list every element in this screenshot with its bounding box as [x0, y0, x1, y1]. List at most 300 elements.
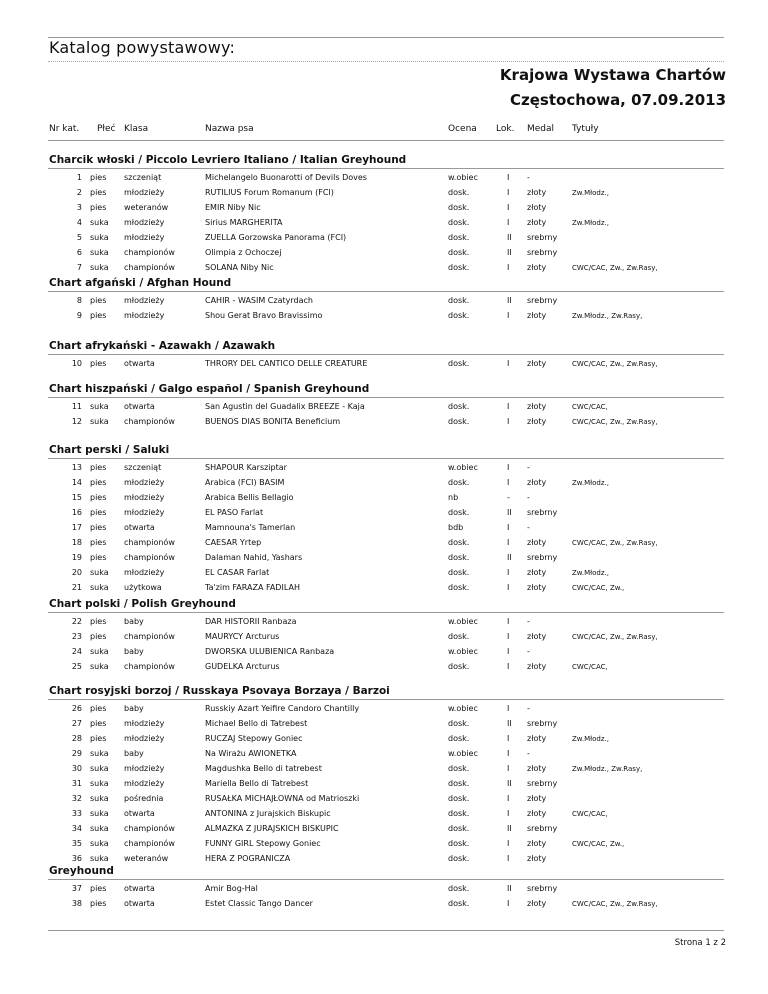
cell-name: DAR HISTORII Ranbaza: [205, 617, 297, 626]
cell-cls: otwarta: [124, 402, 155, 411]
page-number: Strona 1 z 2: [674, 938, 726, 948]
cell-name: Amir Bog-Hal: [205, 884, 258, 893]
cell-name: BUENOS DIAS BONITA Beneficium: [205, 417, 341, 426]
cell-name: Mamnouna's Tamerlan: [205, 523, 296, 532]
section-rule: [48, 458, 724, 459]
cell-cls: championów: [124, 417, 175, 426]
section-rule: [48, 879, 724, 880]
section-title: Chart afgański / Afghan Hound: [49, 277, 232, 289]
cell-titles: Zw.Młodz.,: [572, 219, 609, 227]
cell-sex: pies: [90, 884, 107, 893]
cell-nr: 19: [71, 553, 82, 562]
table-row: [0, 823, 768, 835]
cell-nr: 14: [71, 478, 82, 487]
cell-cls: szczeniąt: [124, 173, 162, 182]
section-title: Chart afrykański - Azawakh / Azawakh: [49, 340, 276, 352]
cell-lok: I: [507, 523, 510, 532]
table-row: [0, 793, 768, 805]
cell-sex: pies: [90, 463, 107, 472]
cell-cls: młodzieży: [124, 508, 165, 517]
cell-grade: dosk.: [448, 839, 470, 848]
table-row: [0, 778, 768, 790]
table-row: [0, 202, 768, 214]
cell-medal: złoty: [527, 263, 547, 272]
cell-sex: suka: [90, 794, 109, 803]
cell-cls: młodzieży: [124, 478, 165, 487]
cell-cls: championów: [124, 839, 175, 848]
col-header-nr: Nr kat.: [49, 124, 80, 134]
cell-medal: złoty: [527, 839, 547, 848]
cell-medal: złoty: [527, 854, 547, 863]
cell-name: ZUELLA Gorzowska Panorama (FCI): [205, 233, 347, 242]
cell-grade: dosk.: [448, 899, 470, 908]
cell-sex: pies: [90, 311, 107, 320]
section-title: Chart polski / Polish Greyhound: [49, 598, 236, 610]
cell-medal: złoty: [527, 734, 547, 743]
section-title: Charcik włoski / Piccolo Levriero Italiano / Italian Greyhound: [49, 154, 407, 166]
cell-name: Arabica Bellis Bellagio: [205, 493, 294, 502]
table-row: [0, 616, 768, 628]
show-name: Krajowa Wystawa Chartów: [499, 66, 726, 84]
table-row: [0, 661, 768, 673]
cell-cls: championów: [124, 538, 175, 547]
cell-medal: -: [527, 647, 530, 656]
table-row: [0, 217, 768, 229]
cell-sex: suka: [90, 839, 109, 848]
cell-grade: dosk.: [448, 583, 470, 592]
cell-nr: 3: [76, 203, 82, 212]
cell-grade: dosk.: [448, 779, 470, 788]
cell-sex: suka: [90, 248, 109, 257]
cell-cls: młodzieży: [124, 311, 165, 320]
cell-sex: pies: [90, 734, 107, 743]
table-row: [0, 537, 768, 549]
cell-sex: suka: [90, 779, 109, 788]
cell-titles: Zw.Młodz., Zw.Rasy,: [572, 312, 643, 320]
cell-cls: pośrednia: [124, 794, 164, 803]
table-row: [0, 247, 768, 259]
cell-name: CAHIR - WASIM Czatyrdach: [205, 296, 313, 305]
cell-nr: 20: [71, 568, 82, 577]
cell-medal: -: [527, 617, 530, 626]
cell-lok: II: [507, 248, 512, 257]
cell-lok: I: [507, 704, 510, 713]
table-row: [0, 646, 768, 658]
cell-lok: I: [507, 899, 510, 908]
cell-sex: pies: [90, 538, 107, 547]
cell-sex: pies: [90, 508, 107, 517]
cell-medal: złoty: [527, 359, 547, 368]
cell-grade: dosk.: [448, 311, 470, 320]
cell-grade: dosk.: [448, 884, 470, 893]
table-row: [0, 898, 768, 910]
cell-cls: młodzieży: [124, 188, 165, 197]
cell-nr: 6: [76, 248, 82, 257]
cell-titles: CWC/CAC, Zw., Zw.Rasy,: [572, 360, 658, 368]
cell-cls: championów: [124, 248, 175, 257]
cell-titles: CWC/CAC,: [572, 810, 608, 818]
cell-name: RUSAŁKA MICHAJŁOWNA od Matrioszki: [205, 794, 360, 803]
cell-sex: pies: [90, 478, 107, 487]
cell-name: Shou Gerat Bravo Bravissimo: [205, 311, 323, 320]
cell-medal: złoty: [527, 662, 547, 671]
cell-cls: otwarta: [124, 809, 155, 818]
cell-medal: złoty: [527, 311, 547, 320]
cell-lok: I: [507, 794, 510, 803]
cell-grade: dosk.: [448, 632, 470, 641]
cell-lok: I: [507, 632, 510, 641]
cell-grade: dosk.: [448, 568, 470, 577]
header-rule: [48, 140, 724, 141]
cell-lok: I: [507, 749, 510, 758]
cell-grade: w.obiec: [448, 617, 478, 626]
cell-name: RUTILIUS Forum Romanum (FCI): [205, 188, 334, 197]
col-header-place: Lok.: [496, 124, 515, 134]
cell-grade: dosk.: [448, 248, 470, 257]
cell-nr: 13: [71, 463, 82, 472]
cell-cls: weteranów: [124, 203, 169, 212]
cell-lok: II: [507, 779, 512, 788]
cell-nr: 31: [71, 779, 82, 788]
cell-medal: srebrny: [527, 779, 558, 788]
cell-medal: złoty: [527, 218, 547, 227]
cell-nr: 10: [71, 359, 82, 368]
cell-medal: złoty: [527, 402, 547, 411]
table-row: [0, 853, 768, 865]
cell-grade: dosk.: [448, 809, 470, 818]
cell-titles: CWC/CAC,: [572, 403, 608, 411]
table-row: [0, 310, 768, 322]
cell-grade: dosk.: [448, 854, 470, 863]
cell-name: Sirius MARGHERITA: [205, 218, 283, 227]
cell-cls: młodzieży: [124, 296, 165, 305]
cell-grade: dosk.: [448, 417, 470, 426]
table-row: [0, 232, 768, 244]
cell-medal: -: [527, 463, 530, 472]
cell-cls: championów: [124, 632, 175, 641]
cell-nr: 1: [76, 173, 82, 182]
table-row: [0, 187, 768, 199]
cell-nr: 24: [71, 647, 82, 656]
cell-lok: I: [507, 402, 510, 411]
cell-cls: młodzieży: [124, 218, 165, 227]
cell-grade: dosk.: [448, 824, 470, 833]
cell-nr: 29: [71, 749, 82, 758]
cell-lok: II: [507, 553, 512, 562]
cell-medal: srebrny: [527, 719, 558, 728]
table-row: [0, 838, 768, 850]
cell-name: SHAPOUR Karsziptar: [205, 463, 287, 472]
cell-cls: otwarta: [124, 359, 155, 368]
cell-nr: 17: [71, 523, 82, 532]
cell-nr: 30: [71, 764, 82, 773]
cell-medal: srebrny: [527, 233, 558, 242]
cell-nr: 18: [71, 538, 82, 547]
section-title: Chart perski / Saluki: [49, 444, 170, 456]
cell-grade: w.obiec: [448, 463, 478, 472]
cell-grade: dosk.: [448, 764, 470, 773]
cell-sex: pies: [90, 296, 107, 305]
cell-titles: CWC/CAC, Zw.,: [572, 584, 625, 592]
cell-titles: Zw.Młodz.,: [572, 479, 609, 487]
cell-lok: I: [507, 173, 510, 182]
cell-grade: dosk.: [448, 296, 470, 305]
cell-name: CAESAR Yrtep: [205, 538, 262, 547]
cell-name: GUDELKA Arcturus: [205, 662, 280, 671]
cell-nr: 27: [71, 719, 82, 728]
cell-name: Russkiy Azart Yeifire Candoro Chantilly: [205, 704, 360, 713]
table-row: [0, 808, 768, 820]
table-row: [0, 883, 768, 895]
cell-name: Estet Classic Tango Dancer: [205, 899, 313, 908]
cell-grade: dosk.: [448, 263, 470, 272]
cell-nr: 21: [71, 583, 82, 592]
cell-nr: 7: [76, 263, 82, 272]
cell-nr: 2: [76, 188, 82, 197]
cell-nr: 8: [76, 296, 82, 305]
table-row: [0, 631, 768, 643]
cell-sex: pies: [90, 203, 107, 212]
cell-sex: suka: [90, 647, 109, 656]
cell-medal: srebrny: [527, 884, 558, 893]
cell-cls: młodzieży: [124, 493, 165, 502]
cell-sex: pies: [90, 493, 107, 502]
section-rule: [48, 291, 724, 292]
cell-nr: 12: [71, 417, 82, 426]
table-row: [0, 718, 768, 730]
table-row: [0, 492, 768, 504]
cell-cls: młodzieży: [124, 233, 165, 242]
cell-name: Magdushka Bello di tatrebest: [205, 764, 322, 773]
cell-cls: baby: [124, 704, 144, 713]
cell-name: Mariella Bello di Tatrebest: [205, 779, 309, 788]
cell-name: EL PASO Farlat: [205, 508, 264, 517]
table-row: [0, 262, 768, 274]
cell-medal: złoty: [527, 632, 547, 641]
cell-name: San Agustin del Guadalix BREEZE - Kaja: [205, 402, 365, 411]
cell-name: EMIR Niby Nic: [205, 203, 261, 212]
cell-name: MAURYCY Arcturus: [205, 632, 280, 641]
table-row: [0, 462, 768, 474]
cell-lok: II: [507, 508, 512, 517]
cell-cls: młodzieży: [124, 779, 165, 788]
cell-cls: championów: [124, 824, 175, 833]
cell-medal: złoty: [527, 478, 547, 487]
cell-cls: baby: [124, 749, 144, 758]
cell-lok: II: [507, 233, 512, 242]
cell-lok: I: [507, 311, 510, 320]
section-title: Greyhound: [49, 865, 114, 877]
table-row: [0, 358, 768, 370]
cell-grade: dosk.: [448, 734, 470, 743]
cell-cls: otwarta: [124, 884, 155, 893]
cell-titles: Zw.Młodz., Zw.Rasy,: [572, 765, 643, 773]
col-header-medal: Medal: [527, 124, 555, 134]
cell-name: FUNNY GIRL Stepowy Goniec: [205, 839, 321, 848]
catalog-title: Katalog powystawowy:: [49, 38, 236, 57]
cell-lok: I: [507, 647, 510, 656]
cell-name: HERA Z POGRANICZA: [205, 854, 291, 863]
cell-medal: -: [527, 493, 530, 502]
cell-lok: I: [507, 662, 510, 671]
cell-titles: Zw.Młodz.,: [572, 735, 609, 743]
cell-cls: baby: [124, 647, 144, 656]
cell-grade: dosk.: [448, 538, 470, 547]
cell-sex: suka: [90, 263, 109, 272]
cell-name: Arabica (FCI) BASIM: [205, 478, 285, 487]
cell-sex: suka: [90, 583, 109, 592]
cell-grade: dosk.: [448, 233, 470, 242]
cell-name: SOLANA Niby Nic: [205, 263, 274, 272]
cell-name: Olimpia z Ochoczej: [205, 248, 282, 257]
cell-cls: szczeniąt: [124, 463, 162, 472]
cell-cls: otwarta: [124, 523, 155, 532]
cell-nr: 23: [71, 632, 82, 641]
column-header-row: [0, 124, 768, 138]
cell-lok: I: [507, 417, 510, 426]
cell-medal: -: [527, 173, 530, 182]
cell-nr: 11: [71, 402, 82, 411]
cell-medal: srebrny: [527, 296, 558, 305]
cell-lok: II: [507, 719, 512, 728]
table-row: [0, 477, 768, 489]
cell-cls: otwarta: [124, 899, 155, 908]
cell-nr: 26: [71, 704, 82, 713]
cell-lok: II: [507, 296, 512, 305]
footer-rule: [48, 930, 724, 931]
cell-grade: w.obiec: [448, 749, 478, 758]
cell-sex: suka: [90, 824, 109, 833]
cell-nr: 22: [71, 617, 82, 626]
cell-nr: 5: [76, 233, 82, 242]
cell-lok: I: [507, 218, 510, 227]
cell-grade: dosk.: [448, 203, 470, 212]
table-row: [0, 582, 768, 594]
col-header-grade: Ocena: [448, 124, 477, 134]
cell-nr: 34: [71, 824, 82, 833]
cell-medal: -: [527, 523, 530, 532]
cell-titles: CWC/CAC, Zw., Zw.Rasy,: [572, 633, 658, 641]
cell-grade: dosk.: [448, 553, 470, 562]
cell-sex: pies: [90, 188, 107, 197]
cell-nr: 4: [76, 218, 82, 227]
cell-medal: złoty: [527, 794, 547, 803]
cell-cls: młodzieży: [124, 568, 165, 577]
cell-lok: I: [507, 809, 510, 818]
cell-sex: pies: [90, 553, 107, 562]
cell-medal: złoty: [527, 188, 547, 197]
cell-cls: championów: [124, 553, 175, 562]
cell-lok: I: [507, 583, 510, 592]
section-rule: [48, 168, 724, 169]
cell-lok: I: [507, 188, 510, 197]
cell-name: Michelangelo Buonarotti of Devils Doves: [205, 173, 367, 182]
table-row: [0, 552, 768, 564]
cell-cls: młodzieży: [124, 719, 165, 728]
cell-grade: dosk.: [448, 794, 470, 803]
col-header-class: Klasa: [124, 124, 149, 134]
cell-lok: II: [507, 884, 512, 893]
cell-cls: młodzieży: [124, 764, 165, 773]
cell-sex: pies: [90, 899, 107, 908]
cell-lok: I: [507, 203, 510, 212]
cell-lok: I: [507, 478, 510, 487]
cell-medal: złoty: [527, 764, 547, 773]
cell-name: Na Wirażu AWIONETKA: [205, 749, 297, 758]
cell-grade: dosk.: [448, 478, 470, 487]
table-row: [0, 507, 768, 519]
cell-sex: suka: [90, 809, 109, 818]
cell-lok: I: [507, 764, 510, 773]
cell-cls: championów: [124, 263, 175, 272]
cell-grade: dosk.: [448, 359, 470, 368]
cell-cls: weteranów: [124, 854, 169, 863]
cell-medal: złoty: [527, 417, 547, 426]
cell-name: THRORY DEL CANTICO DELLE CREATURE: [205, 359, 368, 368]
cell-titles: CWC/CAC, Zw.,: [572, 840, 625, 848]
cell-nr: 35: [71, 839, 82, 848]
cell-medal: -: [527, 704, 530, 713]
cell-medal: złoty: [527, 583, 547, 592]
cell-lok: I: [507, 359, 510, 368]
cell-grade: nb: [448, 493, 459, 502]
cell-sex: suka: [90, 402, 109, 411]
cell-name: DWORSKA ULUBIENICA Ranbaza: [205, 647, 335, 656]
cell-titles: Zw.Młodz.,: [572, 569, 609, 577]
section-rule: [48, 612, 724, 613]
cell-medal: złoty: [527, 899, 547, 908]
cell-sex: suka: [90, 568, 109, 577]
cell-sex: pies: [90, 359, 107, 368]
cell-name: Dalaman Nahid, Yashars: [205, 553, 303, 562]
cell-nr: 28: [71, 734, 82, 743]
cell-lok: -: [507, 493, 510, 502]
cell-titles: CWC/CAC, Zw., Zw.Rasy,: [572, 418, 658, 426]
cell-lok: I: [507, 538, 510, 547]
cell-medal: złoty: [527, 809, 547, 818]
table-row: [0, 401, 768, 413]
cell-lok: I: [507, 568, 510, 577]
cell-sex: pies: [90, 617, 107, 626]
col-header-sex: Płeć: [97, 124, 116, 134]
cell-cls: młodzieży: [124, 734, 165, 743]
cell-medal: srebrny: [527, 824, 558, 833]
cell-grade: dosk.: [448, 402, 470, 411]
cell-cls: użytkowa: [124, 583, 162, 592]
table-row: [0, 295, 768, 307]
cell-sex: suka: [90, 417, 109, 426]
cell-nr: 36: [71, 854, 82, 863]
section-title: Chart hiszpański / Galgo español / Spanish Greyhound: [49, 383, 370, 395]
table-row: [0, 748, 768, 760]
section-rule: [48, 397, 724, 398]
table-row: [0, 733, 768, 745]
cell-titles: CWC/CAC, Zw., Zw.Rasy,: [572, 539, 658, 547]
cell-name: Michael Bello di Tatrebest: [205, 719, 308, 728]
cell-name: ALMAZKA Z JURAJSKICH BISKUPIC: [205, 824, 339, 833]
cell-grade: dosk.: [448, 719, 470, 728]
cell-sex: suka: [90, 218, 109, 227]
cell-sex: suka: [90, 854, 109, 863]
cell-cls: championów: [124, 662, 175, 671]
cell-nr: 9: [76, 311, 82, 320]
cell-lok: I: [507, 463, 510, 472]
title-rule: [48, 61, 724, 62]
cell-medal: złoty: [527, 538, 547, 547]
cell-medal: -: [527, 749, 530, 758]
cell-name: Ta'zim FARAZA FADILAH: [205, 583, 300, 592]
cell-titles: CWC/CAC,: [572, 663, 608, 671]
